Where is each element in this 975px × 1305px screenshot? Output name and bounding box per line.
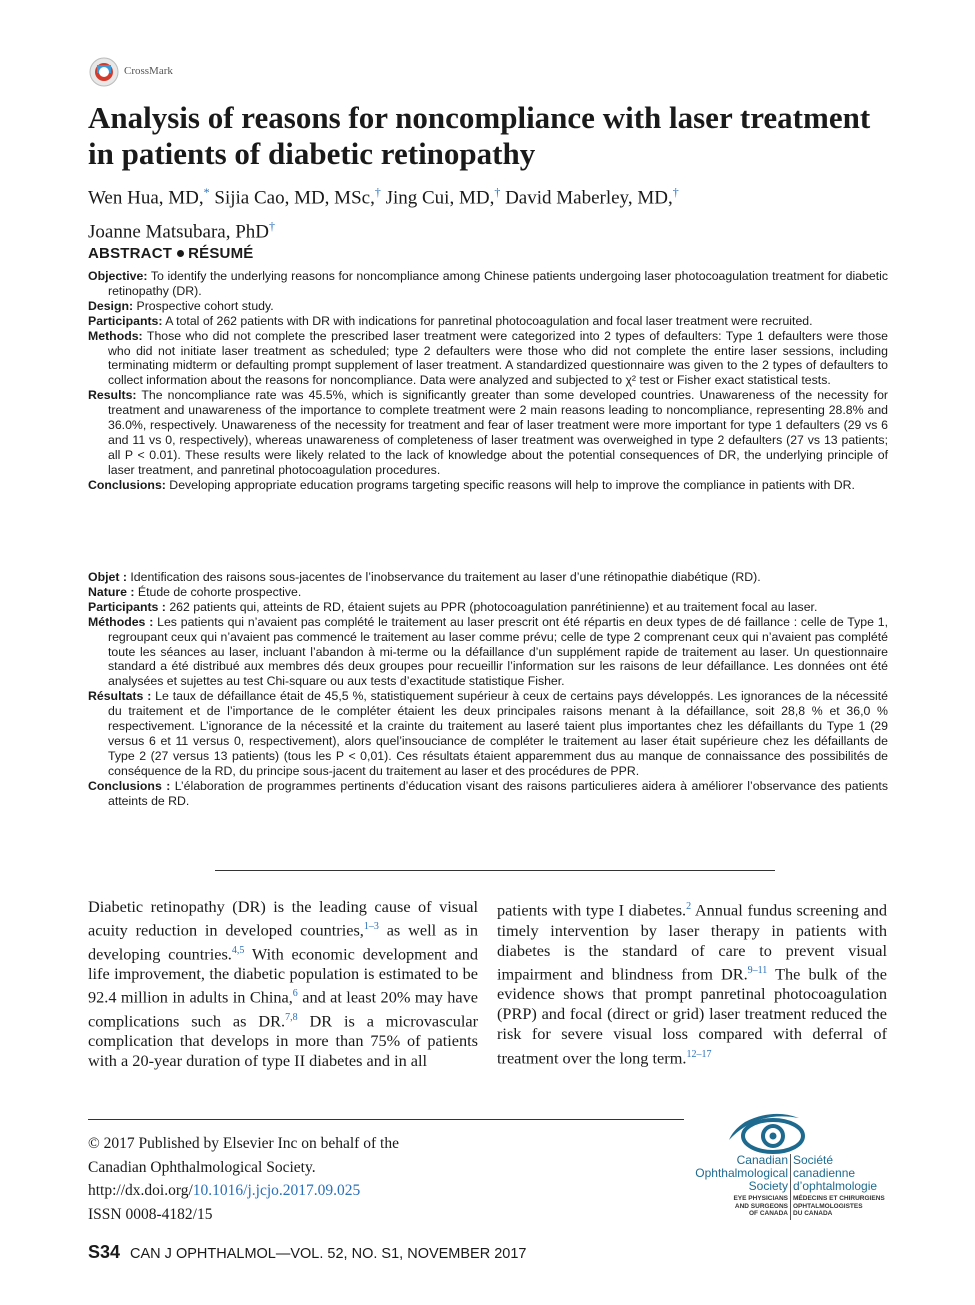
affiliation-mark[interactable]: * [203,185,210,199]
cos-sub-line: OPHTALMOLOGISTES [793,1202,863,1210]
abstract-section-text: Those who did not complete the prescribed laser treatment were categorized into 2 types of defaulters: Type 1 defaulters were those who did not initiate laser treatment as scheduled; type 2 defaulters were those who did not complete the entire laser sessions, including terminating midterm or defaulting prompt supplement of laser treatment. A standardized questionnaire was given to the 2 types of defaulters to collect information about the reasons for noncompliance. Data were analyzed and subjected to χ² test or Fisher exact statistical tests. [108,328,888,388]
footnote-rule [88,1119,684,1120]
abstract-section-label: Méthodes : [88,614,154,629]
author-name: Jing Cui, MD, [385,187,495,209]
abstract-section-text: 262 patients qui, atteints de RD, étaient sujets au PPR (photocoagulation panrétinienne) et au traitement focal au laser. [165,599,818,614]
reference-link[interactable]: 9–11 [747,964,768,976]
author-name: David Maberley, MD, [505,187,673,209]
abstract-heading-en: ABSTRACT [88,245,173,262]
cos-fr-line: d’ophtalmologie [793,1179,878,1193]
abstract-english [88,269,888,493]
abstract-section [88,570,888,585]
reference-link[interactable]: 6 [292,988,298,1000]
author-name: Joanne Matsubara, PhD [88,221,269,243]
body-text: patients with type I diabetes. [497,900,687,920]
abstract-section-label: Participants : [88,599,166,614]
abstract-section-label: Results: [88,388,137,403]
issn: ISSN 0008-4182/15 [88,1205,213,1223]
body-text: With economic development and life improvement, the diabetic population is estimated to be 92.4 million in adults in China, [88,944,478,1007]
abstract-section-text: Identification des raisons sous-jacentes de l’inobservance du traitement au laser d’une rétinopathie diabétique (RD). [126,570,761,584]
article-title: Analysis of reasons for noncompliance with laser treatment in patients of diabetic retinopathy [88,100,871,171]
cos-subtitle-french [793,1195,893,1218]
cos-fr-line: Société [793,1153,834,1167]
abstract-section [88,299,888,314]
crossmark-badge[interactable] [88,56,228,90]
cos-fr-line: canadienne [793,1166,856,1180]
abstract-section-label: Résultats : [88,689,152,704]
abstract-section-label: Conclusions: [88,477,166,492]
journal-citation: CAN J OPHTHALMOL—VOL. 52, NO. S1, NOVEMBER 2017 [130,1246,527,1262]
abstract-section-text: L’élaboration de programmes pertinents d’éducation visant des raisons particulieres aidera à améliorer l’observance des patients atteints de RD. [108,778,888,808]
cos-separator [790,1154,791,1220]
body-text: Diabetic retinopathy (DR) is the leading cause of visual acuity reduction in developed countries, [88,897,478,940]
abstract-section [88,329,888,389]
cos-name-english [695,1154,788,1193]
abstract-french [88,570,888,809]
reference-link[interactable]: 2 [686,901,692,912]
affiliation-mark[interactable]: † [494,185,501,199]
copyright-line: © 2017 Published by Elsevier Inc on behalf of the [88,1135,399,1152]
publisher-society: Canadian Ophthalmological Society. [88,1158,316,1176]
cos-name-french [793,1154,893,1193]
abstract-section [88,615,888,690]
abstract-section-label: Participants: [88,313,163,328]
abstract-section-label: Objective: [88,269,148,283]
author-list [88,178,888,247]
abstract-section [88,269,888,299]
author-name: Sijia Cao, MD, MSc, [214,187,375,209]
body-text: DR is a microvascular complication that develops in more than 75% of patients with a 20-year duration of type II diabetes and in all [88,1011,479,1071]
cos-sub-line: MÉDECINS ET CHIRURGIENS [793,1195,885,1202]
abstract-section [88,600,888,615]
abstract-section-text: Le taux de défaillance était de 45,5 %, statistiquement supérieur à ceux de certains pays développés. Les ignorances de la nécessité du traitement et de l’importance de le compléter étaient les deux principales raisons menant à la défaillance, soit 28,8 % et 36,0 % respectivement. L’ignorance de la nécessité et la crainte du traitement au laseré taient plus importantes chez les défaillants du Type 1 (29 versus 6 et 11 versus 0, respectivement), alors quel’insouciance de compléter le traitement au laser était supérieure chez les défaillants de Type 2 (27 versus 13 patients) (tous les P < 0,01). Ces résultats étaient apparemment dus au manque de connaissance des possibilités de conséquence de la RD, du principe sous-jacent du traitement au laser et des procédures de PPR. [108,689,888,778]
affiliation-mark[interactable]: † [672,185,679,199]
doi-prefix[interactable]: http://dx.doi.org/ [88,1182,193,1199]
abstract-section-text: Étude de cohorte prospective. [134,584,302,599]
bullet-dot-icon [177,250,184,257]
abstract-section [88,478,888,493]
reference-link[interactable]: 4,5 [231,944,245,956]
abstract-section-text: A total of 262 patients with DR with indications for panretinal photocoagulation and focal laser treatment were recruited. [162,313,813,328]
abstract-section-text: Developing appropriate education programs targeting specific reasons will help to improve the compliance in patients with DR. [165,477,855,492]
abstract-section-label: Conclusions : [88,778,171,793]
cos-en-line: Society [748,1179,788,1193]
affiliation-mark[interactable]: † [269,219,275,234]
abstract-section-label: Objet : [88,570,127,584]
doi-line[interactable] [88,1179,648,1203]
cos-subtitle-english [695,1195,788,1218]
abstract-section-label: Design: [88,298,134,313]
abstract-heading-fr: RÉSUMÉ [188,245,254,262]
abstract-section-text: Prospective cohort study. [133,298,274,313]
abstract-section [88,779,888,809]
copyright-block [88,1132,648,1226]
abstract-section [88,388,888,477]
abstract-section-label: Methods: [88,328,143,343]
body-text: and at least 20% may have complications such as DR. [88,987,479,1031]
abstract-section-text: Les patients qui n’avaient pas complété le traitement au laser prescrit ont été répartis en deux types de dé faillance : celle de Type 1, regroupant ceux qui n’avaient pas commencé le traitement au laser comme prévu; celle de type 2 comprenant ceux qui n’avaient pas complété toute les séances au laser, incluant l’abandon à mi-terme ou la défaillance d’un supplément rapide de traitement au laser. Un questionnaire standard a été distribué aux membres dés deux groupes pour recueillir l’information sur les raisons de leur défaillance. Les données ont été analysées et sujettes au test Chi-square ou aux tests d’exactitude statistique Fisher. [108,614,889,689]
page-number: S34 [88,1242,121,1262]
affiliation-mark[interactable]: † [374,185,381,199]
reference-link[interactable]: 1–3 [363,921,379,933]
reference-link[interactable]: 7,8 [285,1011,298,1023]
author-name: Wen Hua, MD, [88,187,204,209]
cos-sub-line: OF CANADA [749,1210,788,1217]
cos-logo [695,1112,895,1224]
doi-link[interactable]: 10.1016/j.jcjo.2017.09.025 [192,1182,361,1199]
cos-sub-line: DU CANADA [793,1210,833,1217]
cos-sub-line: EYE PHYSICIANS [733,1195,788,1202]
abstract-heading [88,245,253,262]
cos-sub-line: AND SURGEONS [734,1202,788,1210]
reference-link[interactable]: 12–17 [686,1048,712,1060]
body-text: Annual fundus screening and timely intervention by laser therapy in patients with diabetes is the standard of care to prevent visual impairment and blindness from DR. [497,900,887,984]
eye-logo-icon [695,1112,895,1154]
cos-en-line: Canadian [736,1153,788,1167]
abstract-section [88,314,888,329]
section-divider [215,870,775,871]
abstract-section-text: The noncompliance rate was 45.5%, which is significantly greater than some developed countries. Unawareness of the necessity for treatment and unawareness of the importance to complete treatment were 2 main reasons leading to noncompliance, representing 28.8% and 36.0%, respectively. Unawareness of the necessity for treatment and fear of laser treatment were more important for type 1 defaulters (29 vs 6 and 11 vs 0, respectively), whereas unawareness of completeness of laser treatment was overweighed in type 2 defaulters (27 vs 13 patients; all P < 0.01). These results were likely related to the lack of knowledge about the potential consequences of DR, the underlying principle of laser treatment, and panretinal photocoagulation procedures. [108,388,888,477]
body-text: The bulk of the evidence shows that prompt panretinal photocoagulation (PRP) and focal (direct or grid) laser treatment reduced the risk for severe visual loss compared with deferral of treatment over the long term. [497,964,887,1067]
cos-en-line: Ophthalmological [695,1166,788,1180]
abstract-section [88,585,888,600]
crossmark-icon [88,56,120,90]
body-text: as well as in developing countries. [88,920,478,964]
abstract-section-label: Nature : [88,584,135,599]
abstract-section-text: To identify the underlying reasons for noncompliance among Chinese patients undergoing laser photocoagulation treatment for diabetic retinopathy (DR). [108,269,888,298]
body-column-right [497,897,887,1068]
body-column-left [88,897,478,1071]
page-footer [88,1242,527,1263]
crossmark-label: CrossMark [124,65,173,77]
abstract-section [88,689,888,778]
